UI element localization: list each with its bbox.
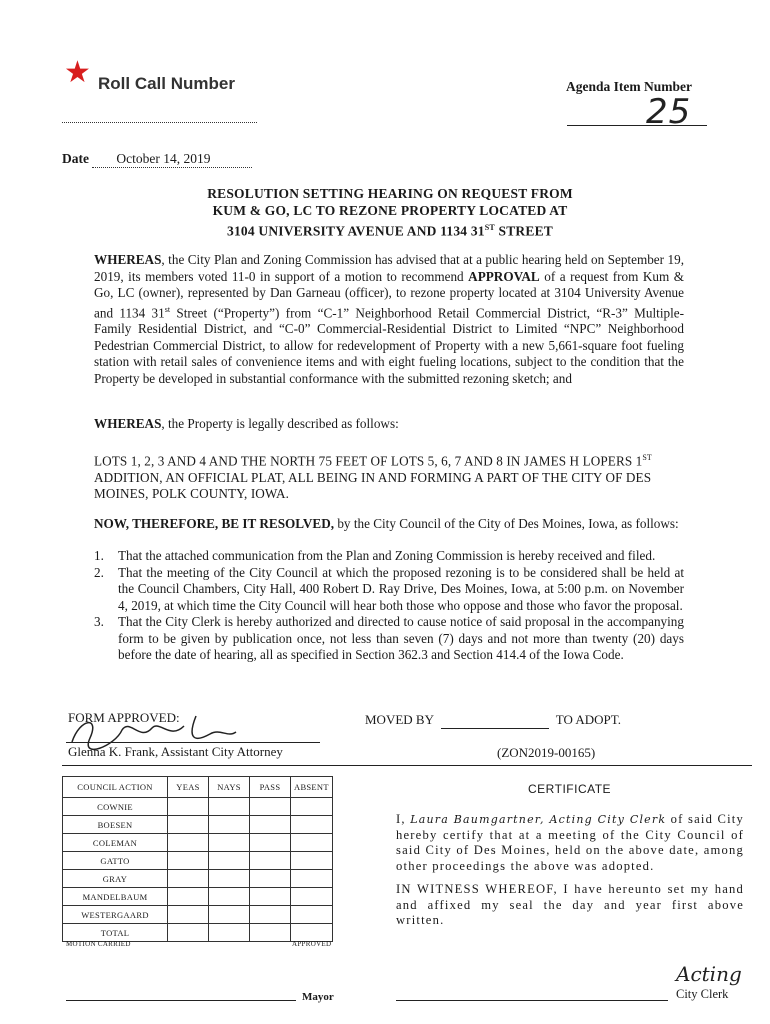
attorney-name: Glenna K. Frank, Assistant City Attorney	[68, 744, 283, 759]
date-value: October 14, 2019	[92, 151, 252, 168]
certificate-text: I, Laura Baumgartner, Acting City Clerk of said City hereby certify that at a meeting of the City Council of said City of Des Moines, held on the above date, among other proceedings the above was adopted.	[396, 812, 745, 873]
moved-by-row	[365, 712, 621, 729]
table-header: NAYS	[209, 777, 250, 798]
to-adopt-label: TO ADOPT.	[555, 712, 622, 727]
date-label: Date	[62, 151, 89, 166]
resolution-title	[130, 185, 650, 240]
roll-call-label: Roll Call Number	[98, 74, 235, 93]
clerk-signature-line	[396, 1000, 668, 1001]
agenda-item-number: 25	[646, 92, 692, 132]
legal-description: LOTS 1, 2, 3 AND 4 AND THE NORTH 75 FEET OF LOTS 5, 6, 7 AND 8 IN JAMES H LOPERS 1ST ADDITION, AN OFFICIAL PLAT, ALL BEING IN AND FORMING A PART OF THE CITY OF DES MOINES, POLK COUNTY, IOWA.	[94, 453, 652, 502]
table-header: COUNCIL ACTION	[63, 777, 168, 798]
title-line-1: RESOLUTION SETTING HEARING ON REQUEST FROM	[207, 186, 573, 201]
mayor-signature-line	[66, 1000, 296, 1001]
form-approved-label: FORM APPROVED:	[68, 710, 180, 725]
resolved-paragraph: NOW, THEREFORE, BE IT RESOLVED, by the City Council of the City of Des Moines, Iowa, as follows:	[94, 516, 679, 531]
table-row: MANDELBAUM	[63, 888, 333, 906]
red-star-icon: ★	[64, 56, 91, 89]
title-line-2: KUM & GO, LC TO REZONE PROPERTY LOCATED AT	[212, 203, 568, 218]
agenda-item-label: Agenda Item Number	[566, 79, 692, 94]
motion-carried-label: MOTION CARRIED	[66, 940, 131, 948]
whereas-paragraph-1: WHEREAS, the City Plan and Zoning Commission has advised that at a public hearing held on September 19, 2019, its members voted 11-0 in support of a motion to recommend APPROVAL of a request from Kum & Go, LC (owner), represented by Dan Garneau (officer), to rezone property located at 3104 University Avenue and 1134 31st Street (“Property”) from “C-1” Neighborhood Retail Commercial District, “R-3” Multiple-Family Residential District, and “C-0” Commercial-Residential District to Limited “NPC” Neighborhood Pedestrian Commercial District, to allow for redevelopment of Property with a new 5,661-square foot fueling station with retail sales of convenience items and with eight fueling locations, subject to the condition that the Property be developed in substantial conformance with the submitted rezoning sketch; and	[94, 252, 685, 386]
city-clerk-label: City Clerk	[676, 987, 729, 1001]
certificate-title: CERTIFICATE	[528, 782, 612, 796]
moved-by-field	[441, 712, 549, 729]
mayor-label: Mayor	[302, 991, 334, 1003]
acting-handwritten: Acting	[676, 962, 742, 986]
signature-line	[66, 742, 320, 743]
whereas-paragraph-2: WHEREAS, the Property is legally described as follows:	[94, 416, 399, 431]
divider	[62, 765, 752, 766]
table-header: YEAS	[168, 777, 209, 798]
list-item: 2. That the meeting of the City Council at which the proposed rezoning is to be considered shall be held at the Council Chambers, City Hall, 400 Robert D. Ray Drive, Des Moines, Iowa, at 5:00 p.m. on November 4, 2019, at which time the City Council will hear both those who oppose and those who favor the proposal.	[94, 564, 684, 613]
table-row: WESTERGAARD	[63, 906, 333, 924]
table-row: COLEMAN	[63, 834, 333, 852]
agenda-number-line	[567, 125, 707, 126]
date-row	[62, 151, 252, 168]
table-row: GRAY	[63, 870, 333, 888]
zoning-case-number: (ZON2019-00165)	[497, 745, 596, 760]
council-action-table	[62, 776, 333, 942]
table-header: ABSENT	[291, 777, 333, 798]
table-row: BOESEN	[63, 816, 333, 834]
title-line-3: 3104 UNIVERSITY AVENUE AND 1134 31ST STREET	[227, 223, 553, 239]
witness-text: IN WITNESS WHEREOF, I have hereunto set my hand and affixed my seal the day and year first above written.	[396, 882, 744, 927]
roll-call-number-line	[62, 122, 257, 123]
table-row: COWNIE	[63, 798, 333, 816]
table-header: PASS	[250, 777, 291, 798]
list-item: 1. That the attached communication from the Plan and Zoning Commission is hereby received and filed.	[94, 548, 656, 563]
list-item: 3. That the City Clerk is hereby authorized and directed to cause notice of said proposal in the accompanying form to be given by publication once, not less than seven (7) days and not more than twenty (20) days before the date of hearing, all as specified in Section 362.3 and Section 414.4 of the Iowa Code.	[94, 614, 684, 662]
table-row: TOTAL	[63, 924, 333, 942]
approved-label: APPROVED	[292, 940, 332, 948]
moved-by-label: MOVED BY	[365, 712, 434, 727]
table-row: GATTO	[63, 852, 333, 870]
clerk-handwritten-name: Laura Baumgartner, Acting City Clerk	[410, 813, 667, 826]
resolved-items	[94, 548, 684, 664]
